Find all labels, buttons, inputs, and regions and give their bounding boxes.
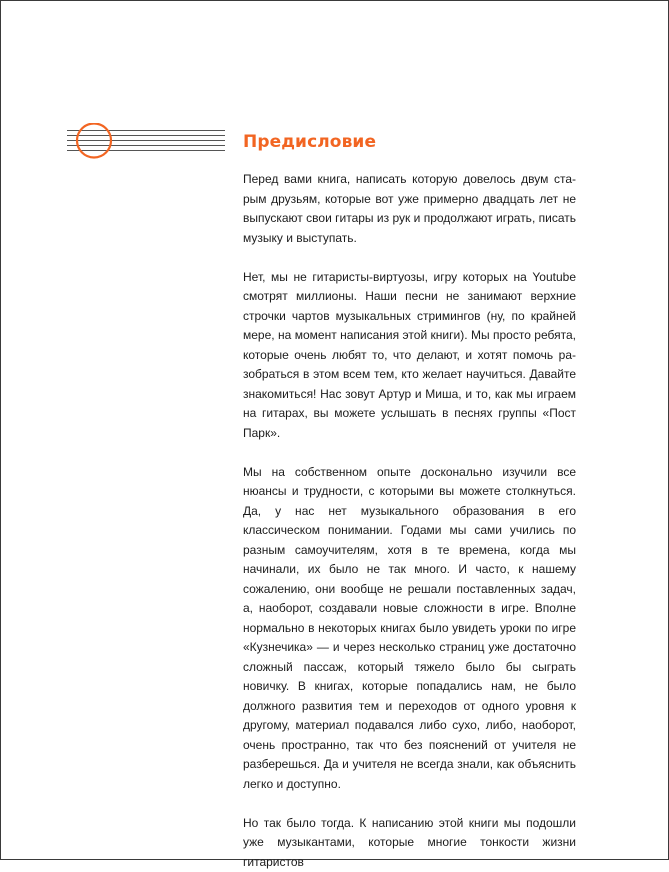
music-staff-with-circle-icon (67, 123, 225, 159)
page-title: Предисловие (243, 131, 376, 153)
body-text (243, 170, 576, 872)
paragraph: Нет, мы не гитаристы-виртуозы, игру которых на Youtube смотрят миллионы. Наши песни не занимают верхние строчки чартов музыкальных стримингов (ну, по крайней мере, на момент написания этой книги). Мы просто ребята, которые очень любят то, что делают, и хотят помочь разобраться в этом всем тем, кто желает научиться. Давайте знакомиться! Нас зовут Артур и Миша, и то, как мы играем на гитарах, вы можете услышать в песнях группы «Пост Парк». (243, 268, 576, 444)
paragraph: Мы на собственном опыте досконально изучили все нюансы и трудности, с которыми вы можете столкнуться. Да, у нас нет музыкального образования в его классическом понимании. Годами мы сами учились по разным самоучителям, хотя в те времена, когда мы начинали, их было не так много. И часто, к нашему сожалению, они вообще не решали поставленных задач, а, наоборот, создавали новые сложности в игре. Вполне нормально в некоторых книгах было увидеть уроки по игре «Кузнечика» — и через несколько страниц уже достаточно сложный пассаж, который тяжело было бы сыграть новичку. В книгах, которые попадались нам, не было должного развития тем и переходов от одного уровня к другому, материал подавался либо сухо, либо, наоборот, очень пространно, так что без пояснений от учителя не разберешься. Да и учителя не всегда знали, как объяснить легко и доступно. (243, 463, 576, 795)
paragraph: Но так было тогда. К написанию этой книги мы подошли уже музыкантами, которые многие тонкости жизни гитаристов (243, 814, 576, 872)
paragraph: Перед вами книга, написать которую довелось двум старым друзьям, которые вот уже примерно двадцать лет не выпускают свои гитары из рук и продолжают играть, писать музыку и выступать. (243, 170, 576, 248)
